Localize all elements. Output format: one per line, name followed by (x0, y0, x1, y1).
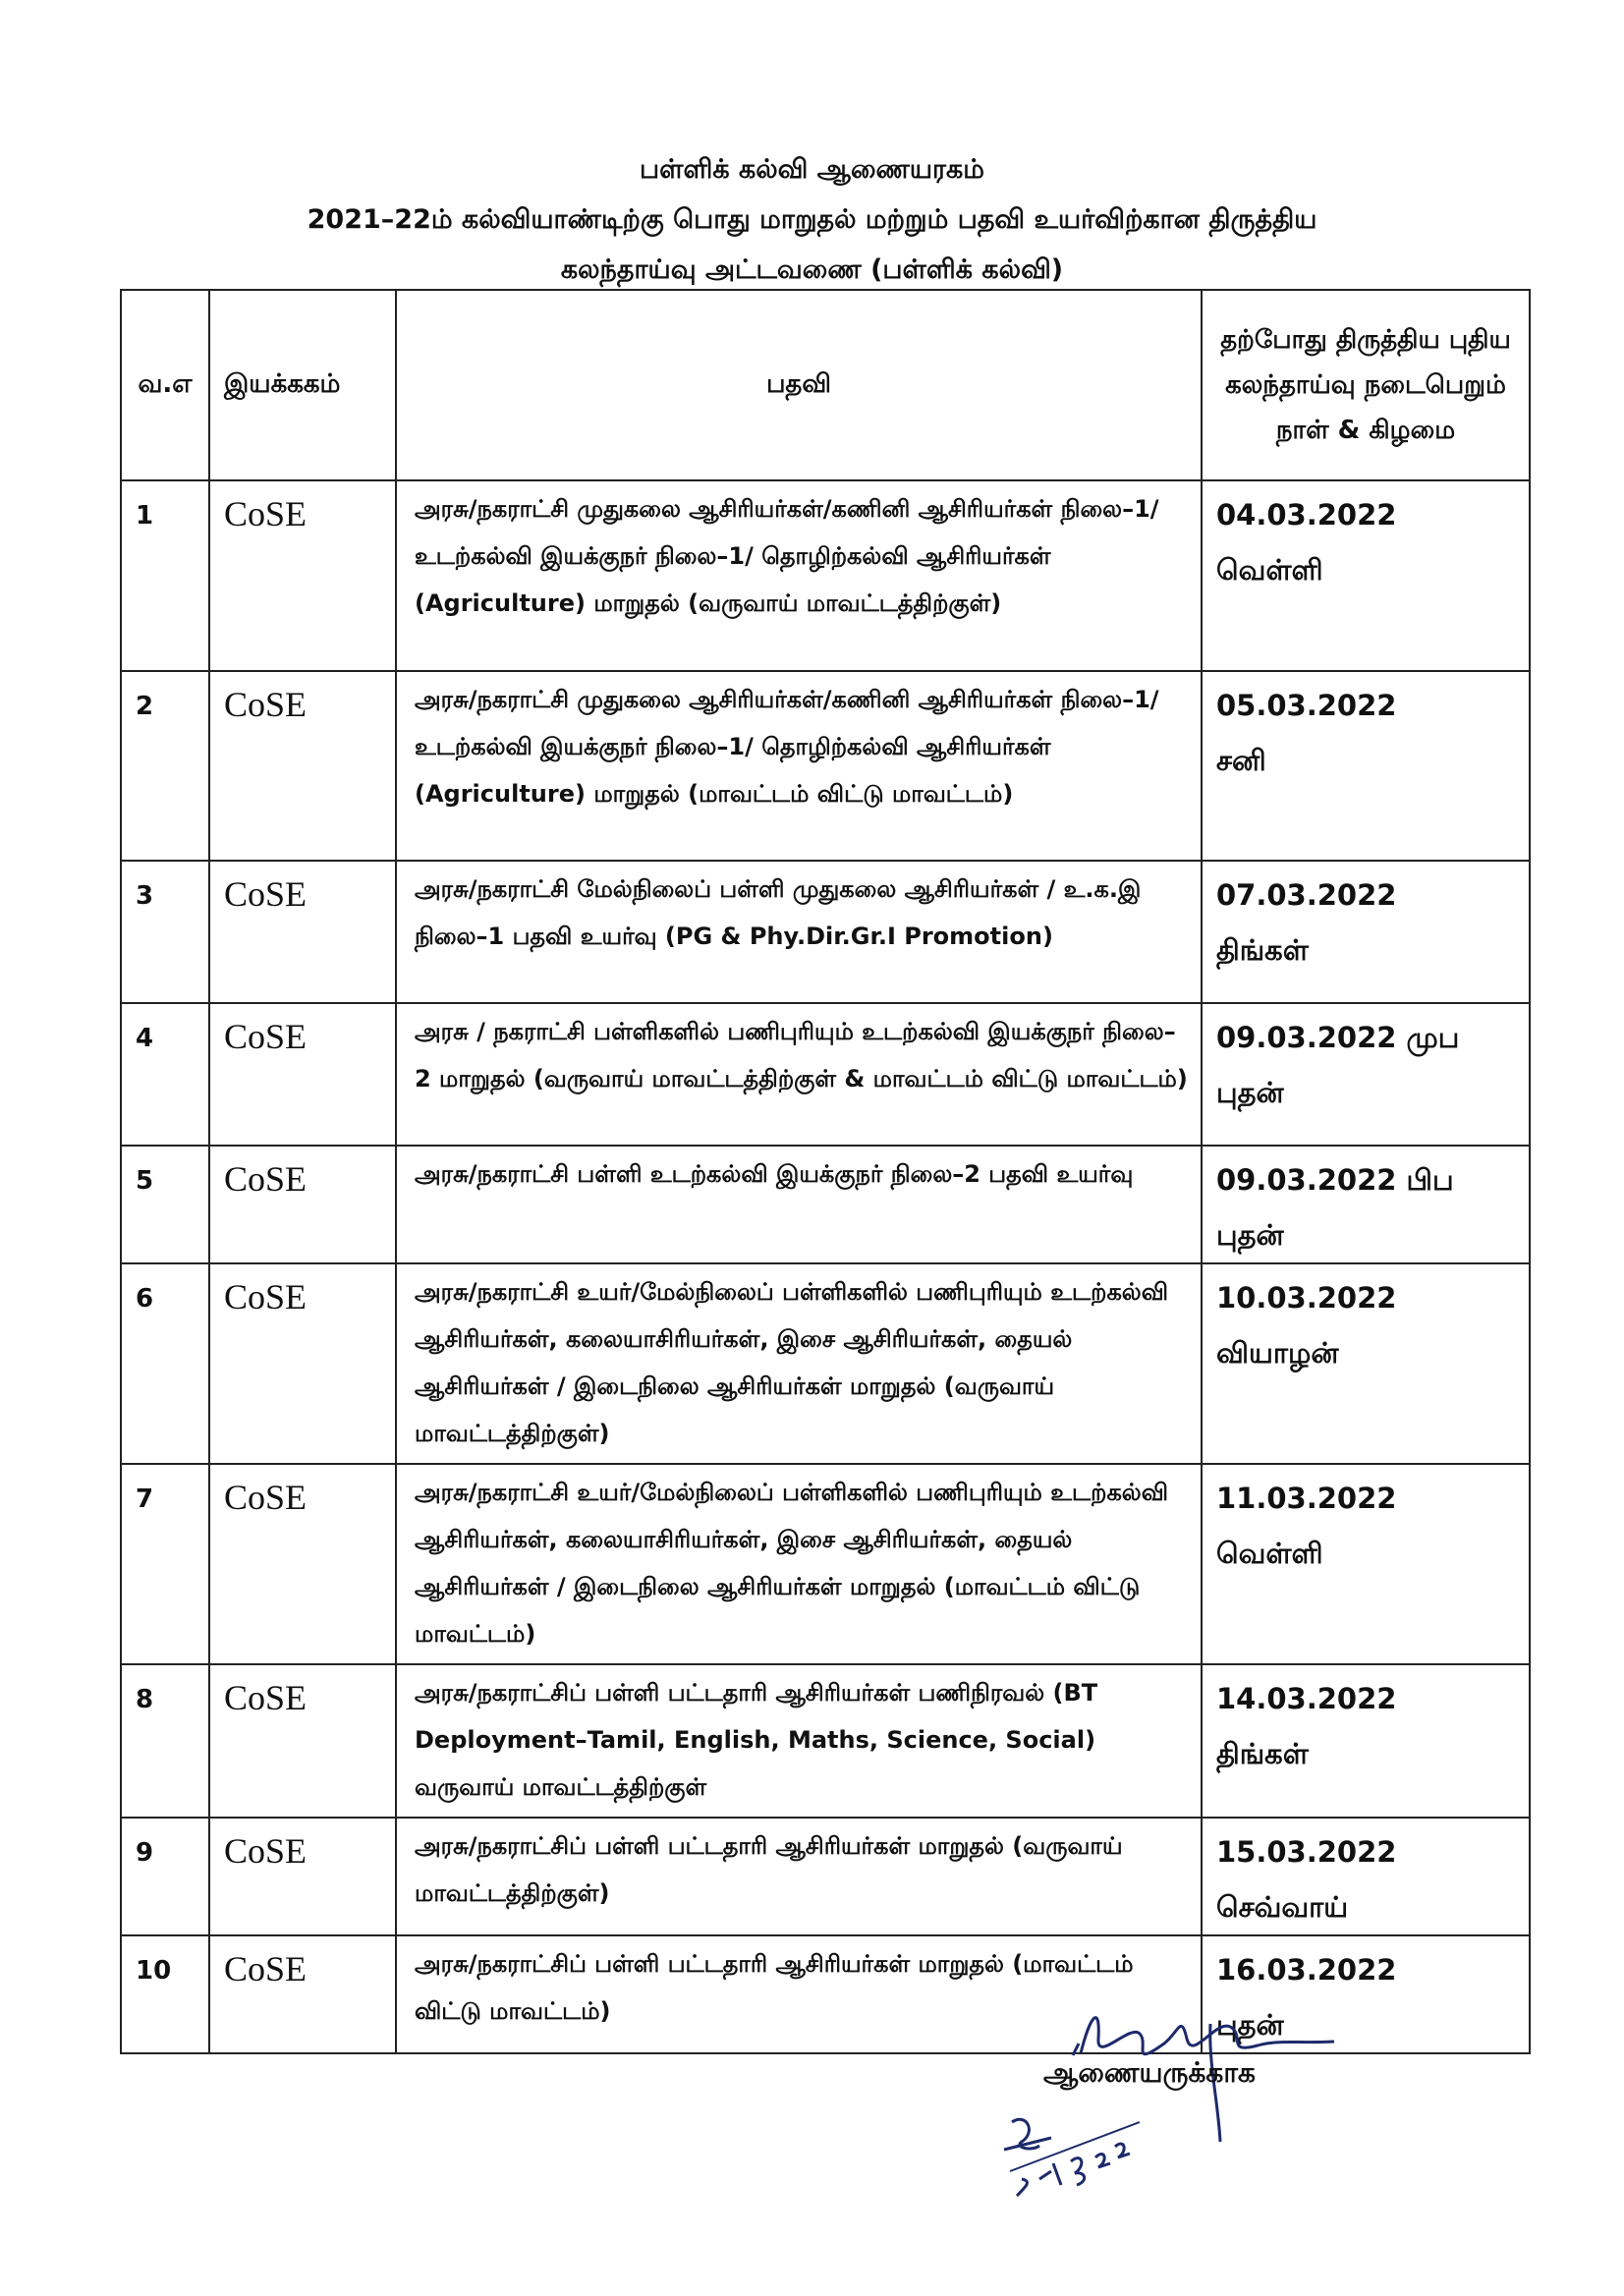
office-title: பள்ளிக் கல்வி ஆணையரகம் (640, 154, 984, 185)
row-day: வெள்ளி (1216, 1537, 1323, 1570)
row-sno: 2 (121, 671, 209, 861)
row-day: வியாழன் (1216, 1336, 1339, 1370)
row-day: சனி (1216, 744, 1266, 777)
row-date: 07.03.2022 (1216, 878, 1397, 912)
col-header-directorate: இயக்ககம் (209, 290, 396, 480)
row-sno: 5 (121, 1146, 209, 1263)
row-post: அரசு/நகராட்சி பள்ளி உடற்கல்வி இயக்குநர் நிலை–2 பதவி உயர்வு (396, 1146, 1202, 1263)
row-date: 04.03.2022 (1216, 498, 1397, 532)
row-schedule (1202, 480, 1530, 671)
row-day: புதன் (1216, 1076, 1284, 1109)
row-day: செவ்வாய் (1216, 1890, 1349, 1924)
row-date: 11.03.2022 (1216, 1482, 1397, 1515)
row-post: அரசு/நகராட்சிப் பள்ளி பட்டதாரி ஆசிரியர்கள் மாறுதல் (மாவட்டம் விட்டு மாவட்டம்) (396, 1935, 1202, 2053)
col-header-post: பதவி (396, 290, 1202, 480)
table-row (121, 1146, 1530, 1263)
row-directorate: CoSE (209, 1935, 396, 2053)
table-row (121, 480, 1530, 671)
row-schedule (1202, 671, 1530, 861)
row-directorate: CoSE (209, 1146, 396, 1263)
signature-label: ஆணையருக்காக (1043, 2056, 1256, 2089)
row-schedule (1202, 1464, 1530, 1664)
table-row (121, 1464, 1530, 1664)
schedule-subtitle: கலந்தாய்வு அட்டவணை (பள்ளிக் கல்வி) (560, 254, 1064, 285)
row-date: 05.03.2022 (1216, 689, 1397, 722)
row-directorate: CoSE (209, 480, 396, 671)
row-day: திங்கள் (1216, 1737, 1309, 1770)
row-directorate: CoSE (209, 1464, 396, 1664)
row-directorate: CoSE (209, 861, 396, 1003)
schedule-title: 2021–22ம் கல்வியாண்டிற்கு பொது மாறுதல் மற்றும் பதவி உயர்விற்கான திருத்திய (307, 204, 1317, 235)
row-schedule (1202, 1146, 1530, 1263)
table-row (121, 861, 1530, 1003)
row-post: அரசு/நகராட்சி முதுகலை ஆசிரியர்கள்/கணினி ஆசிரியர்கள் நிலை–1/ உடற்கல்வி இயக்குநர் நிலை–1/ தொழிற்கல்வி ஆசிரியர்கள் (Agriculture) மாறுதல் (மாவட்டம் விட்டு மாவட்டம்) (396, 671, 1202, 861)
row-date: 15.03.2022 (1216, 1835, 1397, 1869)
row-date: 16.03.2022 (1216, 1953, 1397, 1987)
row-directorate: CoSE (209, 1263, 396, 1464)
row-schedule (1202, 1263, 1530, 1464)
row-schedule (1202, 1003, 1530, 1146)
row-post: அரசு/நகராட்சி முதுகலை ஆசிரியர்கள்/கணினி ஆசிரியர்கள் நிலை–1/ உடற்கல்வி இயக்குநர் நிலை–1/ தொழிற்கல்வி ஆசிரியர்கள் (Agriculture) மாறுதல் (வருவாய் மாவட்டத்திற்குள்) (396, 480, 1202, 671)
table-row (121, 671, 1530, 861)
row-day: வெள்ளி (1216, 553, 1323, 587)
row-schedule (1202, 861, 1530, 1003)
row-post: அரசு/நகராட்சிப் பள்ளி பட்டதாரி ஆசிரியர்கள் பணிநிரவல் (BT Deployment–Tamil, English, Maths, Science, Social) வருவாய் மாவட்டத்திற்குள் (396, 1664, 1202, 1818)
table-row (121, 1263, 1530, 1464)
row-date: 09.03.2022 முப (1216, 1021, 1460, 1054)
row-sno: 10 (121, 1935, 209, 2053)
row-directorate: CoSE (209, 1818, 396, 1935)
row-date: 09.03.2022 பிப (1216, 1163, 1454, 1197)
col-header-sno: வ.எ (121, 290, 209, 480)
col-header-date: தற்போது திருத்திய புதிய கலந்தாய்வு நடைபெறும் நாள் & கிழமை (1202, 290, 1530, 480)
row-sno: 6 (121, 1263, 209, 1464)
row-day: திங்கள் (1216, 933, 1309, 967)
row-post: அரசு/நகராட்சி உயர்/மேல்நிலைப் பள்ளிகளில் பணிபுரியும் உடற்கல்வி ஆசிரியர்கள், கலையாசிரியர்கள், இசை ஆசிரியர்கள், தையல் ஆசிரியர்கள் / இடைநிலை ஆசிரியர்கள் மாறுதல் (மாவட்டம் விட்டு மாவட்டம்) (396, 1464, 1202, 1664)
table-header-row (121, 290, 1530, 480)
row-day: புதன் (1216, 1218, 1284, 1252)
row-directorate: CoSE (209, 671, 396, 861)
row-date: 14.03.2022 (1216, 1682, 1397, 1715)
row-sno: 7 (121, 1464, 209, 1664)
row-post: அரசு/நகராட்சி உயர்/மேல்நிலைப் பள்ளிகளில் பணிபுரியும் உடற்கல்வி ஆசிரியர்கள், கலையாசிரியர்கள், இசை ஆசிரியர்கள், தையல் ஆசிரியர்கள் / இடைநிலை ஆசிரியர்கள் மாறுதல் (வருவாய் மாவட்டத்திற்குள்) (396, 1263, 1202, 1464)
row-date: 10.03.2022 (1216, 1281, 1397, 1315)
table-row (121, 1664, 1530, 1818)
row-sno: 1 (121, 480, 209, 671)
table-row (121, 1818, 1530, 1935)
row-sno: 4 (121, 1003, 209, 1146)
table-row (121, 1003, 1530, 1146)
handwritten-date (992, 2102, 1159, 2211)
row-post: அரசு / நகராட்சி பள்ளிகளில் பணிபுரியும் உடற்கல்வி இயக்குநர் நிலை–2 மாறுதல் (வருவாய் மாவட்டத்திற்குள் & மாவட்டம் விட்டு மாவட்டம்) (396, 1003, 1202, 1146)
row-schedule (1202, 1818, 1530, 1935)
row-sno: 3 (121, 861, 209, 1003)
row-directorate: CoSE (209, 1664, 396, 1818)
schedule-table (120, 289, 1531, 2054)
row-sno: 8 (121, 1664, 209, 1818)
row-schedule (1202, 1664, 1530, 1818)
row-sno: 9 (121, 1818, 209, 1935)
row-post: அரசு/நகராட்சி மேல்நிலைப் பள்ளி முதுகலை ஆசிரியர்கள் / உ.க.இ நிலை–1 பதவி உயர்வு (PG & Phy.Dir.Gr.I Promotion) (396, 861, 1202, 1003)
row-day: புதன் (1216, 2008, 1284, 2042)
row-post: அரசு/நகராட்சிப் பள்ளி பட்டதாரி ஆசிரியர்கள் மாறுதல் (வருவாய் மாவட்டத்திற்குள்) (396, 1818, 1202, 1935)
row-directorate: CoSE (209, 1003, 396, 1146)
